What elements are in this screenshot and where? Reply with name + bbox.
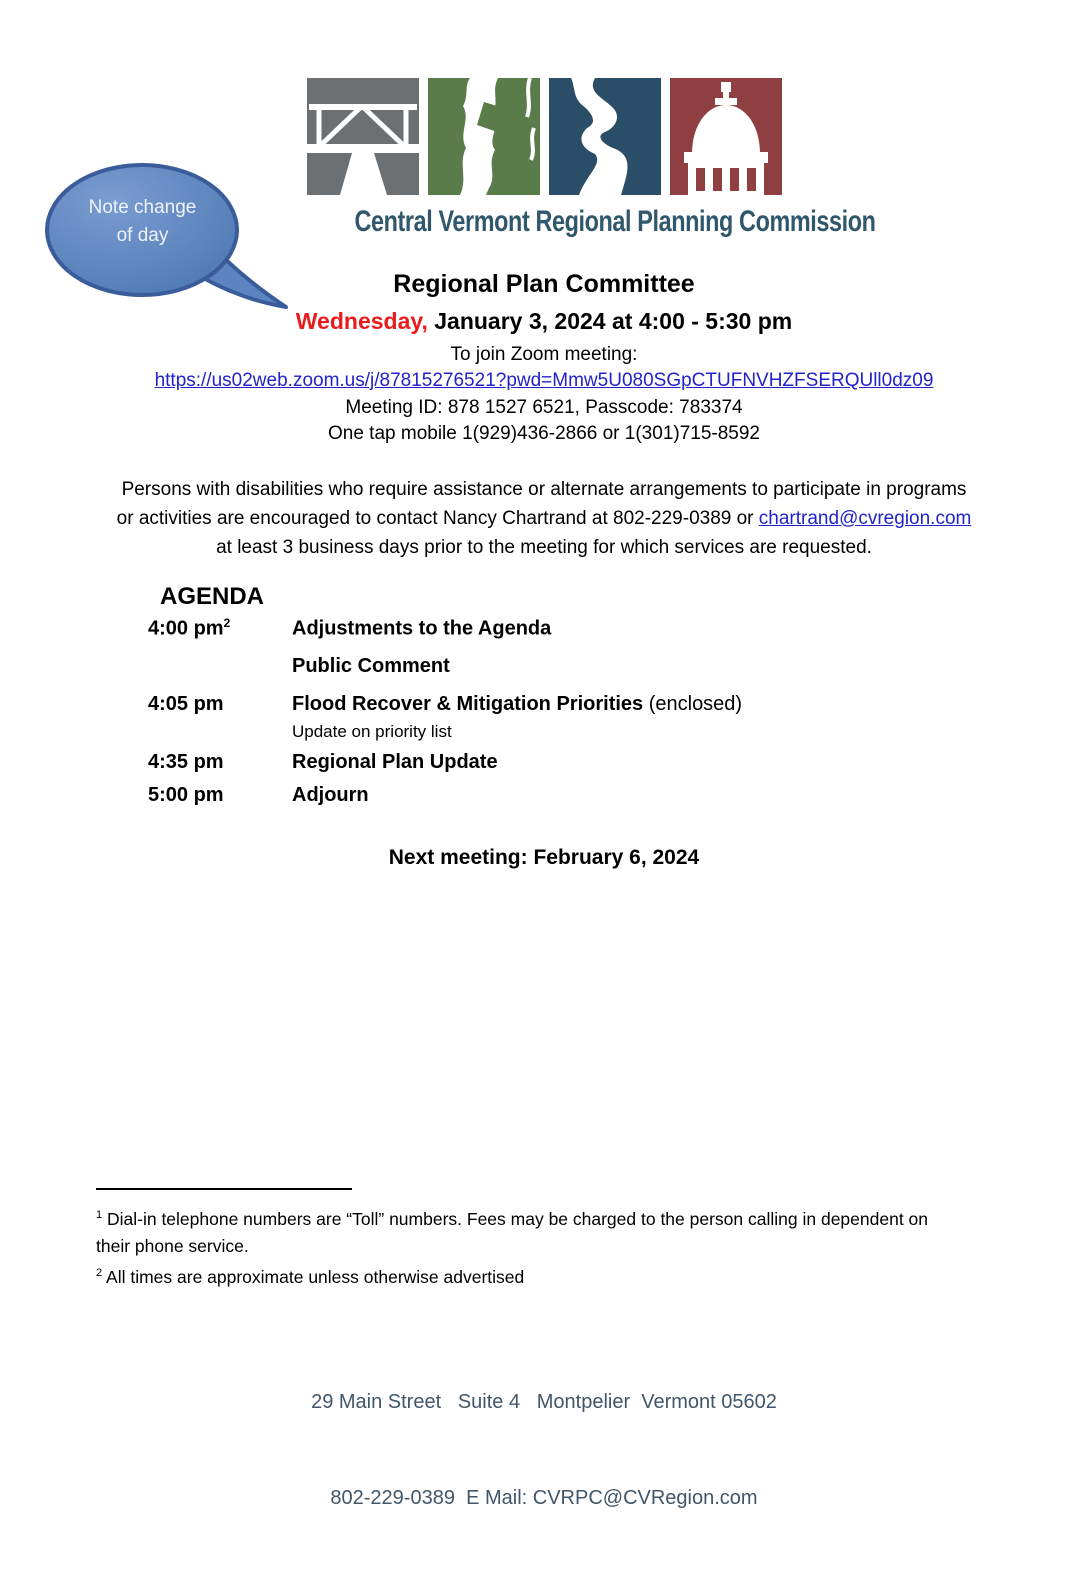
zoom-join-label: To join Zoom meeting: [450,344,638,365]
footer-address-line: 29 Main Street Suite 4 Montpelier Vermont 05602 [311,1391,777,1413]
agenda-item-title: Flood Recover & Mitigation Priorities [292,693,644,715]
footnote-2 [96,1260,941,1291]
agenda-row [148,616,551,641]
meeting-date-line [0,308,1088,335]
agenda-item-title: Adjustments to the Agenda [292,617,552,640]
agenda-row [148,693,742,716]
agenda-heading: AGENDA [160,583,265,610]
agenda-time [148,616,292,641]
agenda-row [148,751,498,774]
note-callout-text [60,194,225,250]
one-tap-mobile-line: One tap mobile 1(929)436-2866 or 1(301)715-8592 [327,423,761,444]
accessibility-line2 [0,504,1088,533]
footer-contact-line: 802-229-0389 E Mail: CVRPC@CVRegion.com [330,1487,758,1509]
river-icon [549,78,661,195]
bridge-icon [307,78,419,195]
meeting-day-highlight: Wednesday, [295,308,428,334]
next-meeting-line: Next meeting: February 6, 2024 [388,846,700,869]
contact-email-link[interactable]: chartrand@cvregion.com [758,508,972,529]
agenda-time: 4:35 pm [148,751,224,773]
agenda-item-suffix: (enclosed) [643,693,743,715]
document-footer [0,1322,1088,1578]
agenda-footnote-marker: 2 [223,616,231,630]
page-title: Regional Plan Committee [393,270,695,298]
footnote-2-marker: 2 [96,1266,103,1279]
note-callout-line2: of day [116,225,169,246]
footnote-2-text: All times are approximate unless otherwise advertised [102,1266,525,1287]
agenda-time: 4:05 pm [148,693,224,715]
zoom-meeting-link[interactable]: https://us02web.zoom.us/j/87815276521?pwd=Mmw5U080SGpCTUFNVHZFSERQUll0dz09 [154,370,934,391]
meeting-id-line: Meeting ID: 878 1527 6521, Passcode: 783374 [345,397,743,418]
agenda-item-note: Update on priority list [292,722,452,741]
agenda-row [148,784,369,807]
zoom-link-line [0,370,1088,392]
meeting-date-rest: January 3, 2024 at 4:00 - 5:30 pm [427,308,793,334]
footnotes [96,1202,941,1291]
agenda-item-title: Regional Plan Update [292,751,498,773]
logo-squares [301,78,787,195]
accessibility-line2-text: or activities are encouraged to contact Nancy Chartrand at 802-229-0389 or [116,508,759,529]
cvrpc-logo [301,78,876,239]
agenda-item-title: Adjourn [292,784,369,806]
note-callout-line1: Note change [88,197,197,218]
accessibility-line3: at least 3 business days prior to the meeting for which services are requested. [216,537,872,558]
accessibility-line1: Persons with disabilities who require assistance or alternate arrangements to participate in programs [121,479,967,500]
agenda-time: 5:00 pm [148,784,224,806]
footnote-divider [96,1188,352,1190]
vermont-map-icon [428,78,540,195]
capitol-dome-icon [670,78,782,195]
footnote-1 [96,1202,941,1260]
logo-wordmark: Central Vermont Regional Planning Commission [354,205,876,238]
agenda-item-title: Public Comment [292,655,450,677]
agenda-time-text: 4:00 pm [148,617,224,640]
footnote-1-text: Dial-in telephone numbers are “Toll” numbers. Fees may be charged to the person calling in dependent on their phone service. [96,1208,929,1256]
accessibility-paragraph [0,475,1088,562]
footnote-1-marker: 1 [96,1209,103,1221]
agenda-row [148,655,450,678]
